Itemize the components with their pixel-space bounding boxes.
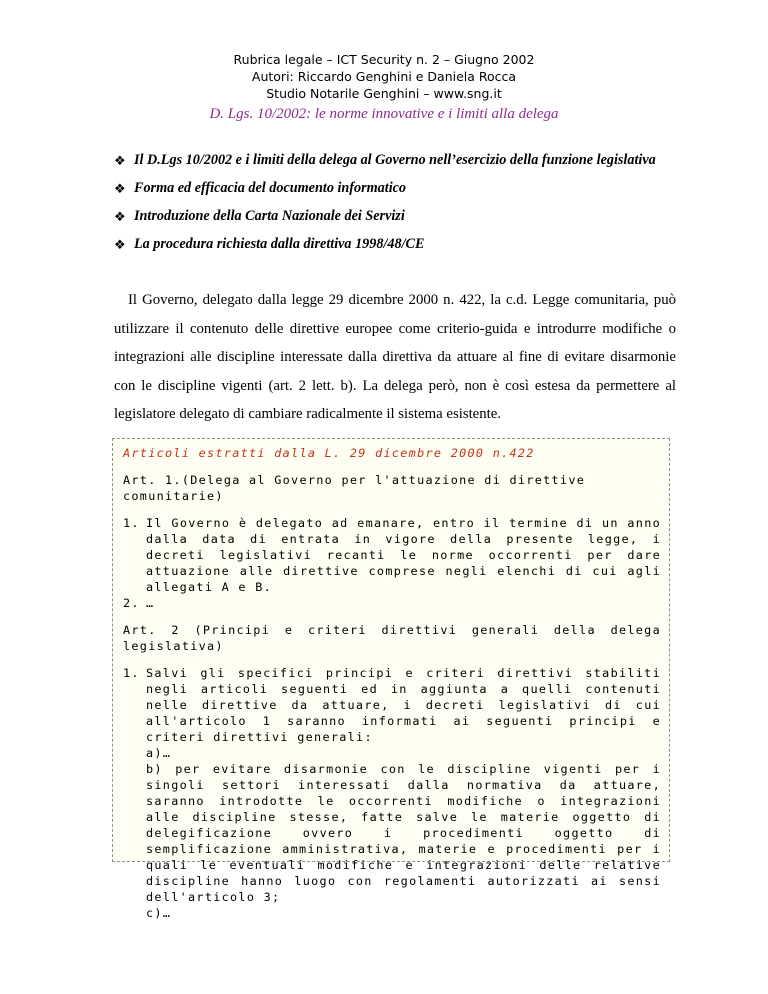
article-subtitle: D. Lgs. 10/2002: le norme innovative e i limiti alla delega [209,106,559,122]
art2-item-number: 1. [123,666,140,680]
art2-list [123,665,661,921]
art2-heading [123,622,661,654]
art2-heading-line-1: Art. 2 (Principi e criteri direttivi generali della delega [123,623,661,637]
law-extract-box [112,438,670,920]
law-extract-title: Articoli estratti dalla L. 29 dicembre 2000 n.422 [123,446,535,460]
art1-item-number: 1. [123,516,140,530]
topic-text: La procedura richiesta dalla direttiva 1998/48/CE [134,236,425,252]
art1-list [123,515,661,611]
header-line-2: Autori: Riccardo Genghini e Daniela Rocca [251,69,517,84]
diamond-bullet-icon: ❖ [114,154,126,169]
diamond-bullet-icon: ❖ [114,182,126,197]
art2-item-text: Salvi gli specifici principi e criteri direttivi stabiliti negli articoli seguenti ed in aggiunta a quelli contenuti nelle direttive da attuare, i decreti legislativi di cui all'articolo 1 saranno informati ai seguenti principi e criteri direttivi generali: [146,666,661,744]
page-header [0,51,768,102]
diamond-bullet-icon: ❖ [114,238,126,253]
topic-text: Forma ed efficacia del documento informatico [134,180,407,196]
topic-item [114,235,676,254]
art1-item [123,595,661,611]
art2-item [123,665,661,921]
topic-text: Il D.Lgs 10/2002 e i limiti della delega al Governo nell’esercizio della funzione legislativa [134,152,656,168]
topic-item [114,179,676,198]
topic-item [114,207,676,226]
diamond-bullet-icon: ❖ [114,210,126,225]
topic-item [114,151,676,170]
art2-letter-a: a)… [146,746,172,760]
art1-item-number: 2. [123,596,140,610]
art2-heading-line-2: legislativa) [123,639,224,653]
art1-item-text: Il Governo è delegato ad emanare, entro il termine di un anno dalla data di entrata in vigore della presente legge, i decreti legislativi recanti le norme occorrenti per dare attuazione alle direttive comprese negli elenchi di cui agli allegati A e B. [146,516,661,594]
body-paragraph: Il Governo, delegato dalla legge 29 dicembre 2000 n. 422, la c.d. Legge comunitaria, può utilizzare il contenuto delle direttive europee come criterio-guida e introdurre modifiche o integrazioni alle discipline interessate dalla direttiva da attuare al fine di evitare disarmonie con le discipline vigenti (art. 2 lett. b). La delega però, non è così estesa da permettere al legislatore delegato di cambiare radicalmente il sistema esistente. [114,292,676,423]
art1-item-text: … [146,596,155,610]
art1-item [123,515,661,595]
art1-heading: Art. 1.(Delega al Governo per l'attuazione di direttive comunitarie) [123,473,586,503]
header-line-3: Studio Notarile Genghini – www.sng.it [266,86,502,101]
art2-letter-b: b) per evitare disarmonie con le discipline vigenti per i singoli settori interessati dalla normativa da attuare, saranno introdotte le occorrenti modifiche o integrazioni alle discipline stesse, fatte salve le materie oggetto di delegificazione ovvero i procedimenti oggetto di semplificazione amministrativa, materie e procedimenti per i quali le eventuali modifiche e integrazioni delle relative discipline hanno luogo con regolamenti autorizzati ai sensi dell'articolo 3; [146,762,661,904]
topic-text: Introduzione della Carta Nazionale dei Servizi [134,208,405,224]
topic-list [114,151,676,263]
header-line-1: Rubrica legale – ICT Security n. 2 – Giugno 2002 [233,52,535,67]
art2-letter-c: c)… [146,906,172,920]
